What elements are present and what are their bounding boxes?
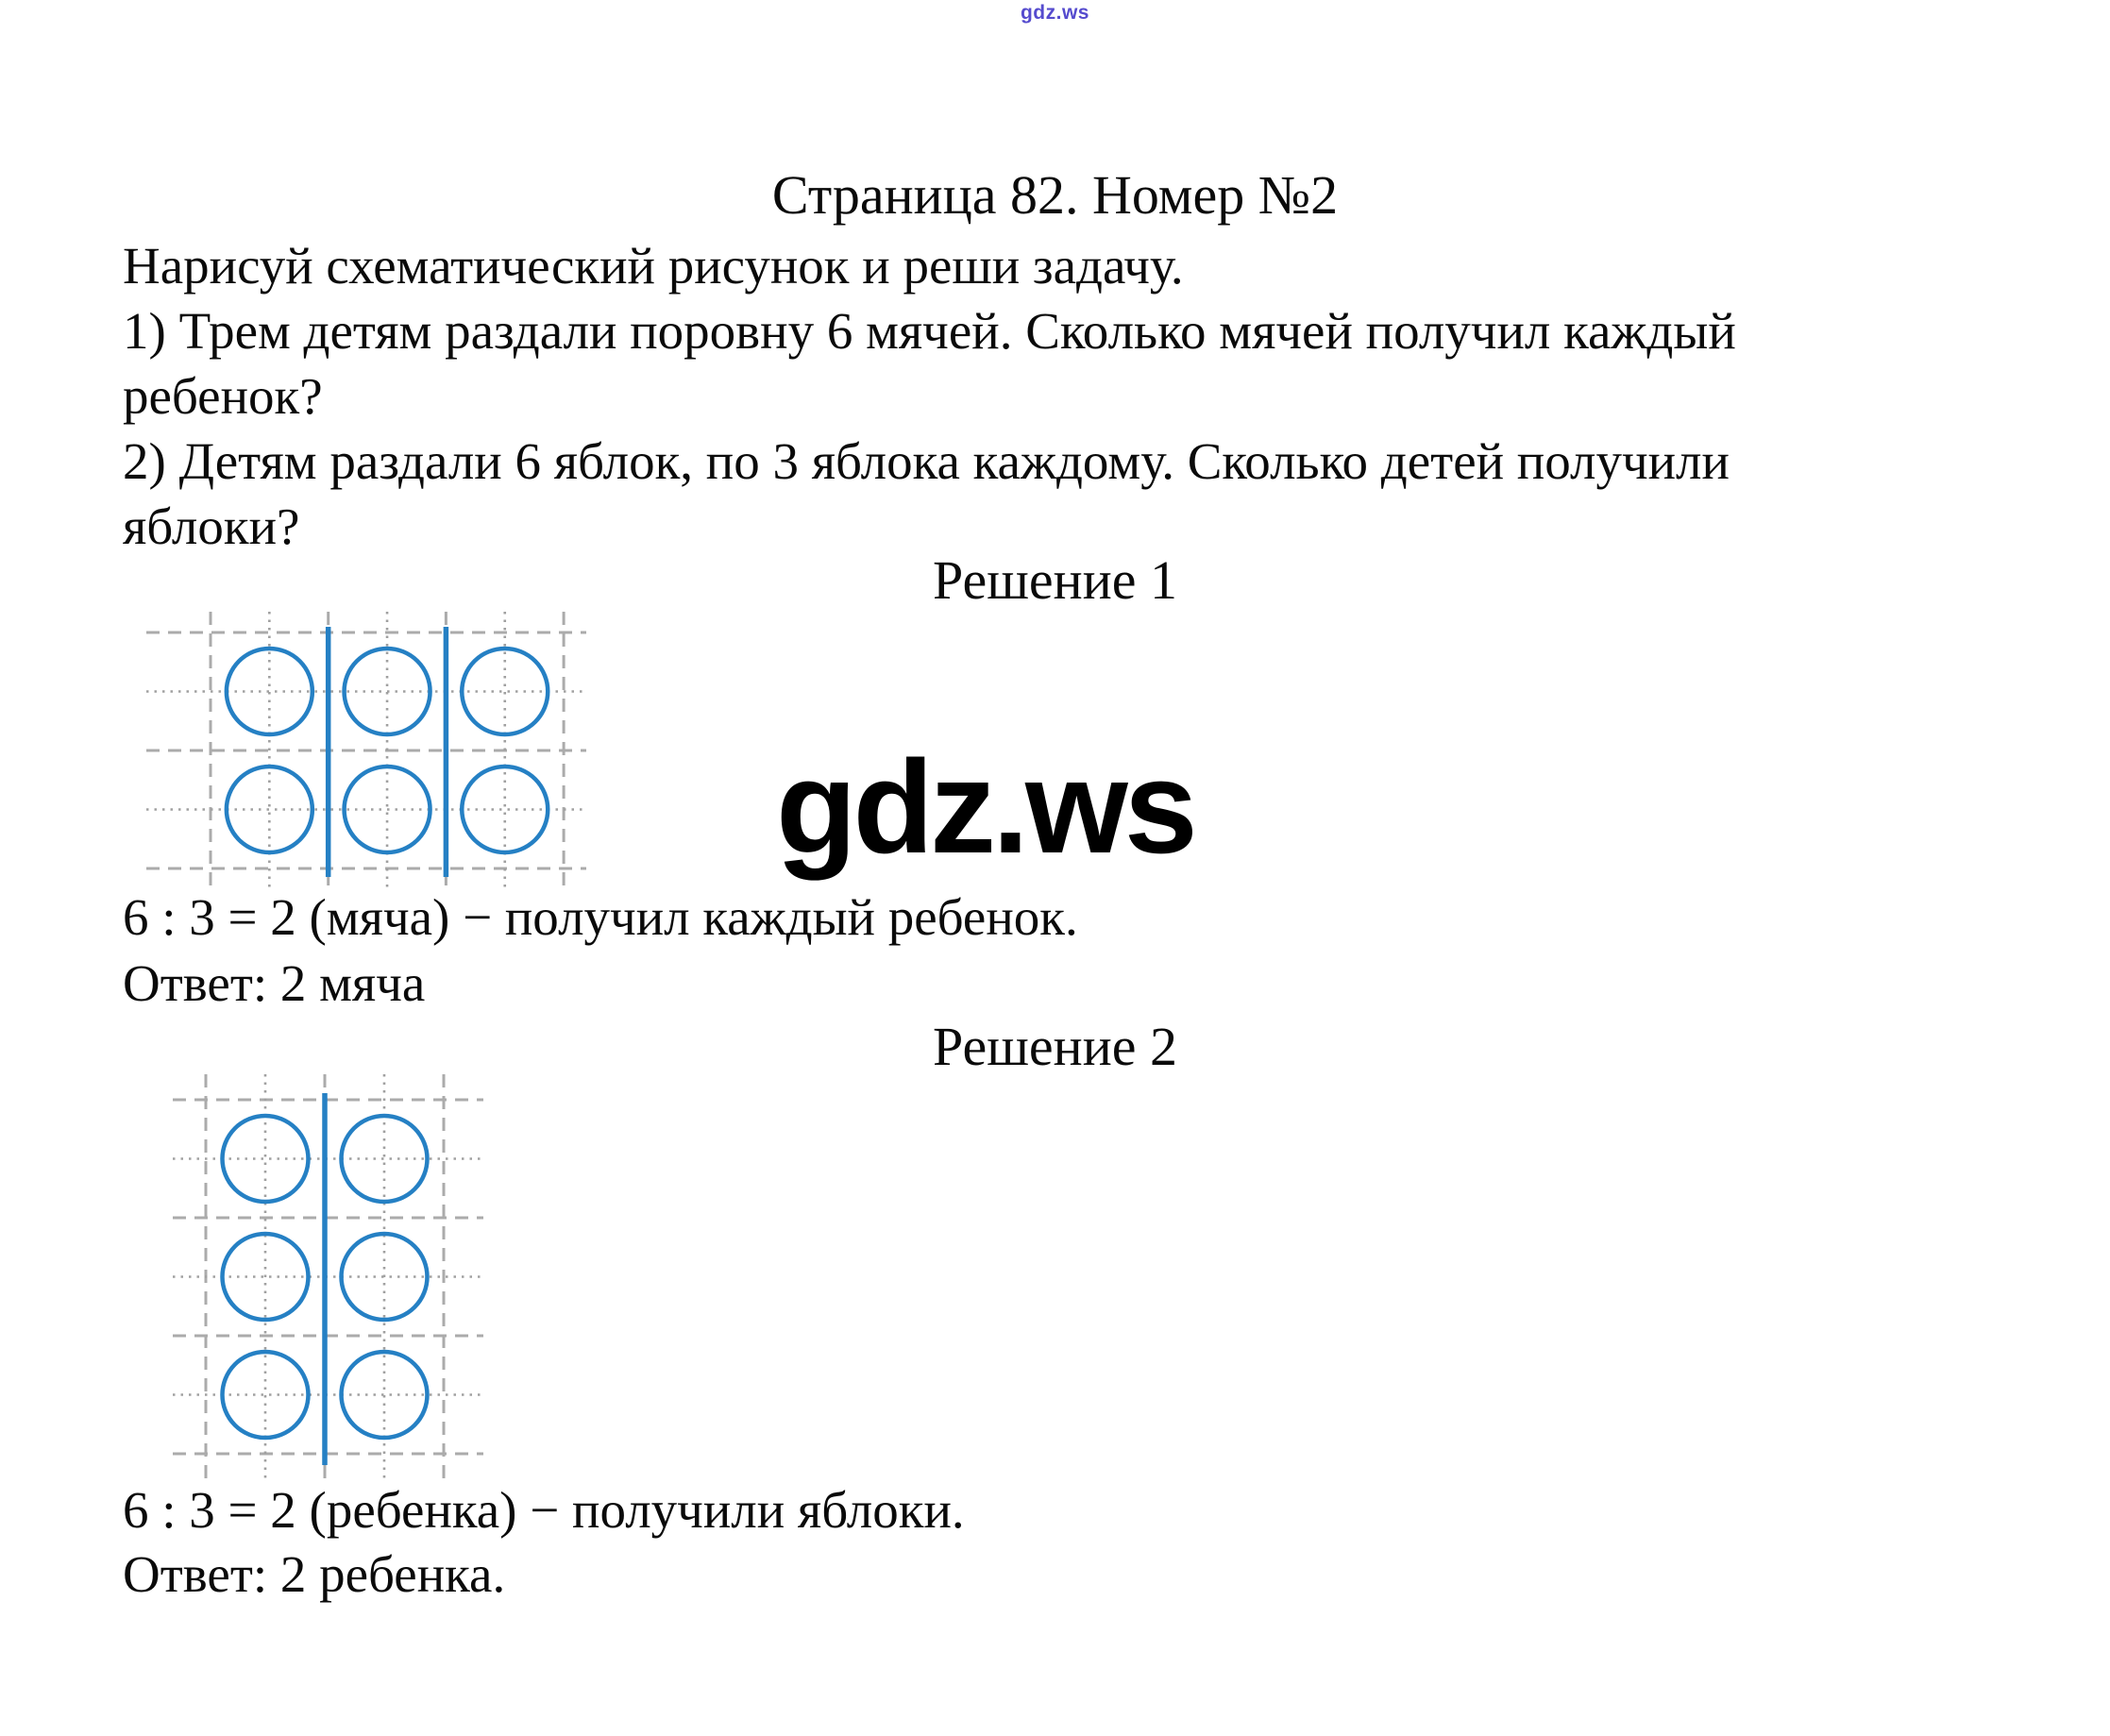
watermark-top: gdz.ws	[1020, 2, 1089, 24]
solution2-diagram	[165, 1065, 491, 1488]
problem-line: 1) Трем детям раздали поровну 6 мячей. Сколько мячей получил каждый	[123, 302, 1736, 360]
solution1-answer: Ответ: 2 мяча	[123, 954, 426, 1012]
page-title: Страница 82. Номер №2	[771, 164, 1339, 226]
problem-line: 2) Детям раздали 6 яблок, по 3 яблока каждому. Сколько детей получили	[123, 432, 1730, 490]
solution1-heading: Решение 1	[933, 549, 1177, 611]
solution2-heading: Решение 2	[933, 1016, 1177, 1077]
solution2-answer: Ответ: 2 ребенка.	[123, 1545, 506, 1603]
solution1-diagram	[137, 604, 595, 899]
ball-circle	[462, 767, 548, 852]
solution1-equation: 6 : 3 = 2 (мяча) − получил каждый ребенок.	[123, 888, 1078, 946]
solution2-equation: 6 : 3 = 2 (ребенка) − получили яблоки.	[123, 1481, 965, 1539]
watermark-large: gdz.ws	[776, 733, 1194, 881]
problem-line: яблоки?	[123, 497, 300, 555]
problem-line: ребенок?	[123, 367, 323, 425]
problem-text	[123, 233, 2011, 559]
problem-line: Нарисуй схематический рисунок и реши задачу.	[123, 237, 1184, 295]
